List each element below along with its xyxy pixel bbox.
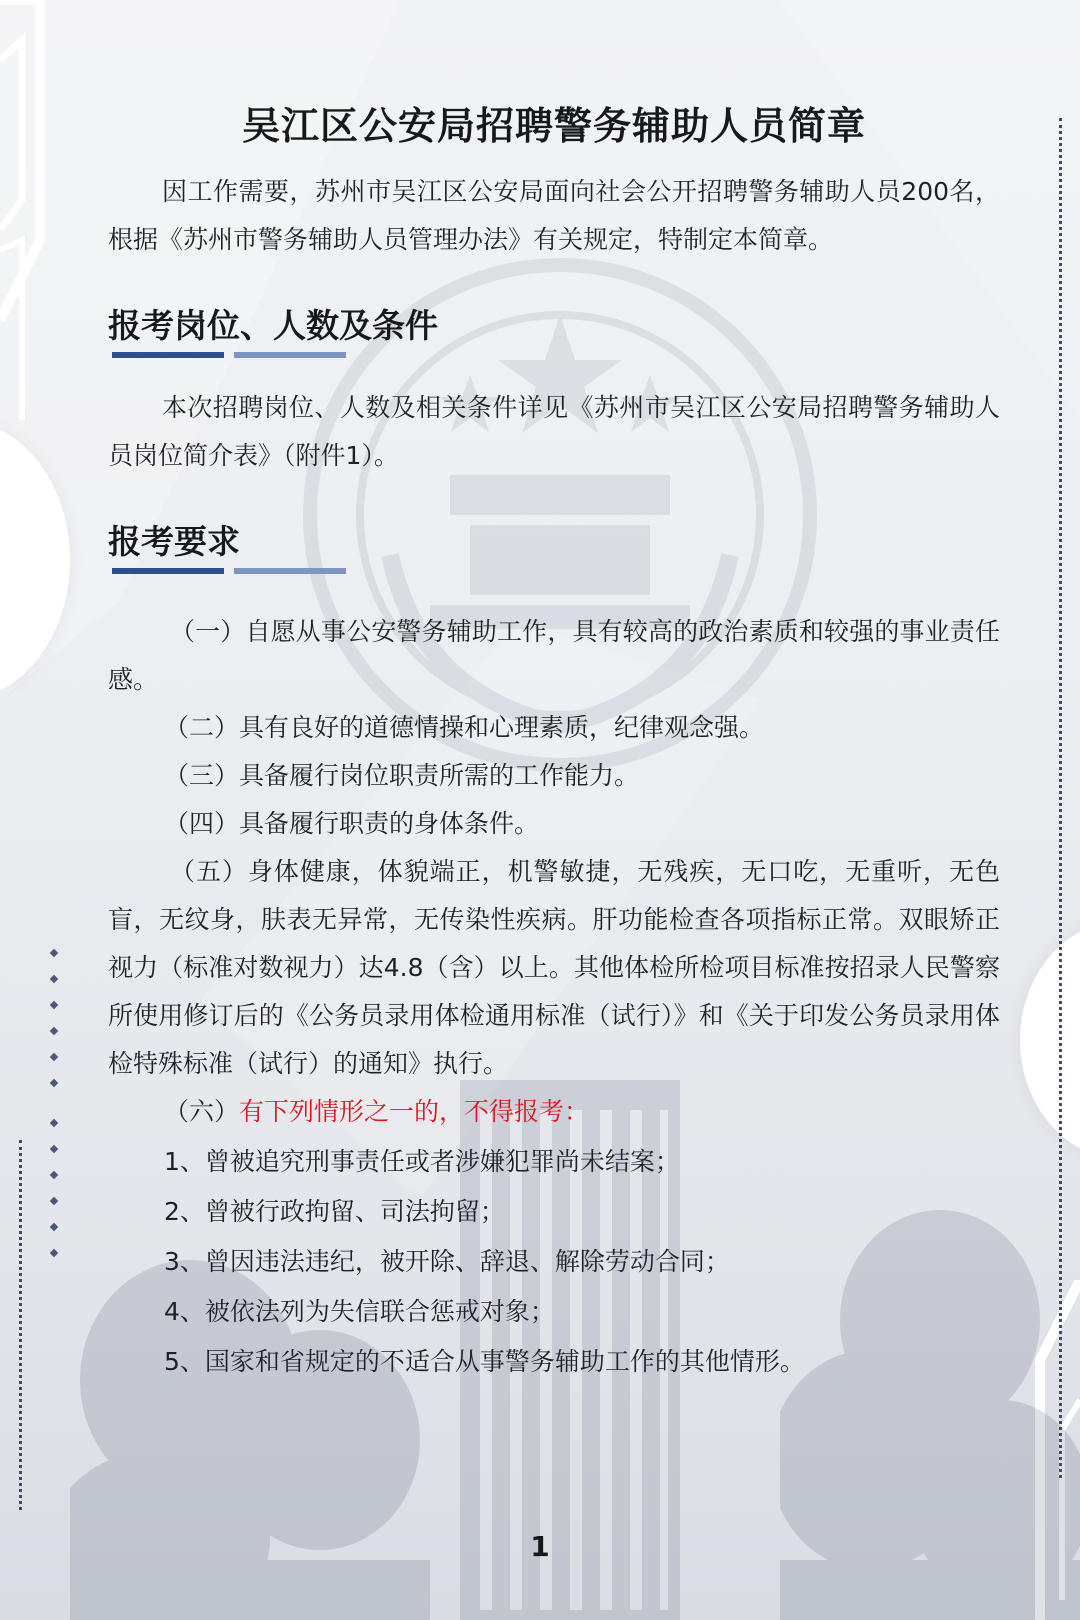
- requirement-item: （三）具备履行岗位职责所需的工作能力。: [164, 761, 640, 790]
- section-heading: 报考要求: [108, 522, 240, 561]
- right-white-circle-decoration: [1020, 920, 1080, 1160]
- section-positions: [108, 304, 1000, 480]
- exclusion-item: 1、曾被追究刑事责任或者涉嫌犯罪尚未结案；: [164, 1147, 680, 1176]
- requirement-item: （四）具备履行职责的身体条件。: [164, 809, 540, 838]
- positions-paragraph: 本次招聘岗位、人数及相关条件详见《苏州市吴江区公安局招聘警务辅助人员岗位简介表》（附件1）。: [108, 393, 1000, 470]
- right-frame-ornament: [1020, 1280, 1080, 1620]
- exclusion-item: 5、国家和省规定的不适合从事警务辅助工作的其他情形。: [164, 1347, 805, 1376]
- heading-underline: [112, 568, 1000, 574]
- exclusion-item: 3、曾因违法违纪，被开除、辞退、解除劳动合同；: [164, 1247, 730, 1276]
- requirement-item: （五）身体健康，体貌端正，机警敏捷，无残疾，无口吃，无重听，无色盲，无纹身，肤表无异常，无传染性疾病。肝功能检查各项指标正常。双眼矫正视力（标准对数视力）达4.8（含）以上。其他体检所检项目标准按招录人民警察所使用修订后的《公务员录用体检通用标准（试行）》和《关于印发公务员录用体检特殊标准（试行）的通知》执行。: [108, 857, 1000, 1078]
- left-dotted-line: [19, 1140, 22, 1510]
- section-heading: 报考岗位、人数及条件: [108, 306, 438, 345]
- requirement-item-6: [108, 1088, 1000, 1136]
- left-frame-ornament: [0, 0, 70, 430]
- heading-underline: [112, 352, 1000, 358]
- page-title: 吴江区公安局招聘警务辅助人员简章: [241, 104, 866, 148]
- diamond-dots-decoration: [48, 950, 60, 1276]
- right-dotted-line: [1059, 118, 1062, 1478]
- page-number: 1: [530, 1530, 550, 1563]
- requirement-item: （一）自愿从事公安警务辅助工作，具有较高的政治素质和较强的事业责任感。: [108, 617, 1000, 694]
- section-requirements: [108, 520, 1000, 1386]
- requirement-item: （二）具有良好的道德情操和心理素质，纪律观念强。: [164, 713, 765, 742]
- document-body: [108, 95, 1000, 1386]
- exclusion-item: 2、曾被行政拘留、司法拘留；: [164, 1197, 505, 1226]
- intro-paragraph: 因工作需要，苏州市吴江区公安局面向社会公开招聘警务辅助人员200名，根据《苏州市警务辅助人员管理办法》有关规定，特制定本简章。: [108, 177, 1000, 254]
- exclusion-item: 4、被依法列为失信联合惩戒对象；: [164, 1297, 555, 1326]
- left-white-circle-decoration: [0, 420, 70, 700]
- item6-warning-text: 有下列情形之一的，不得报考：: [239, 1097, 590, 1126]
- item6-prefix: （六）: [164, 1097, 240, 1126]
